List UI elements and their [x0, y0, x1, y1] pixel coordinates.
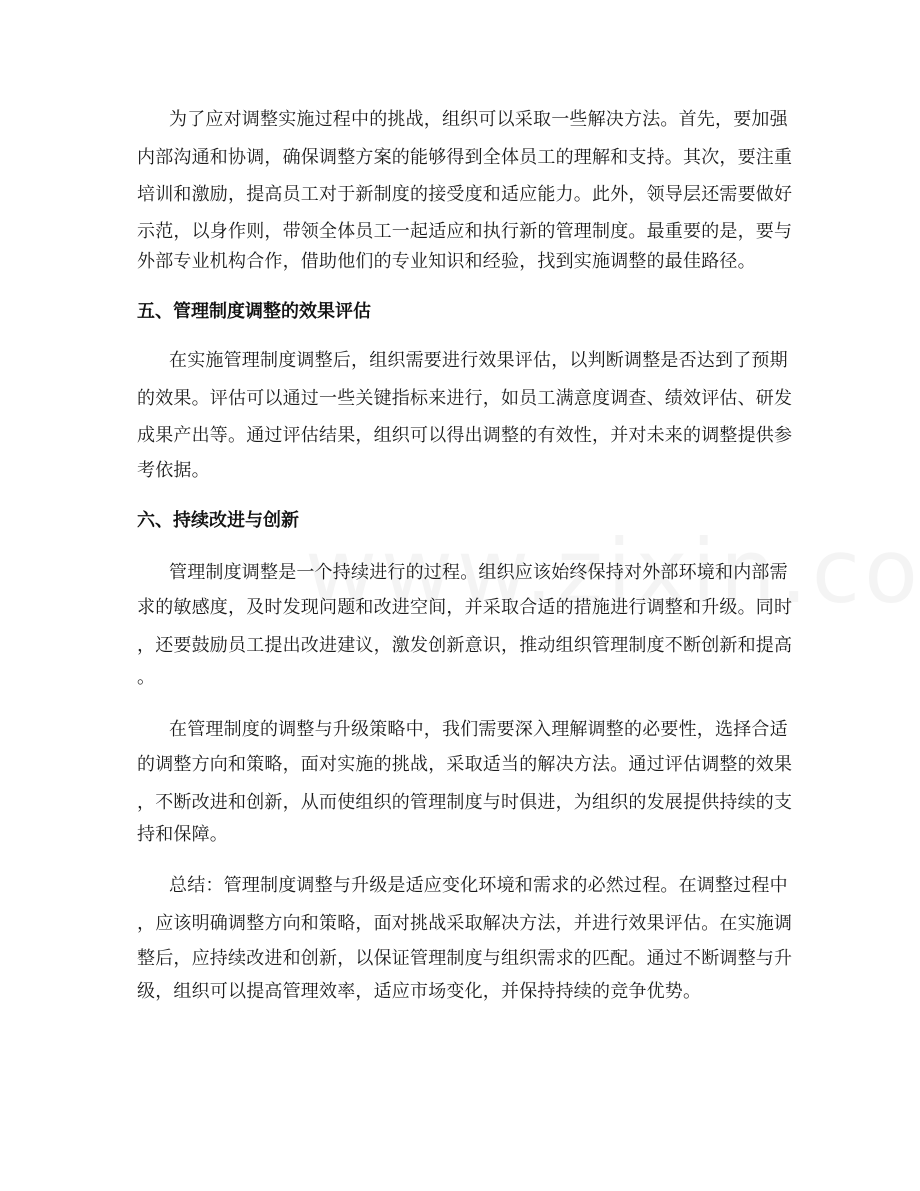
section-heading-effect-evaluation: 五、管理制度调整的效果评估	[137, 301, 371, 322]
paragraph-line: ，应该明确调整方向和策略，面对挑战采取解决方法，并进行效果评估。在实施调	[137, 913, 793, 934]
paragraph-line: 示范，以身作则，带领全体员工一起适应和执行新的管理制度。最重要的是，要与	[137, 221, 793, 242]
paragraph-line: 考依据。	[137, 460, 210, 481]
paragraph-line: 总结：管理制度调整与升级是适应变化环境和需求的必然过程。在调整过程中	[169, 875, 788, 896]
paragraph-line: 整后，应持续改进和创新，以保证管理制度与组织需求的匹配。通过不断调整与升	[137, 948, 793, 969]
section-heading-continuous-improvement: 六、持续改进与创新	[137, 510, 299, 531]
paragraph-line: 管理制度调整是一个持续进行的过程。组织应该始终保持对外部环境和内部需	[169, 562, 788, 583]
paragraph-line: 。	[137, 667, 156, 688]
paragraph-line: 在管理制度的调整与升级策略中，我们需要深入理解调整的必要性，选择合适	[169, 719, 788, 740]
paragraph-line: 在实施管理制度调整后，组织需要进行效果评估，以判断调整是否达到了预期	[169, 350, 788, 371]
paragraph-line: 级，组织可以提高管理效率，适应市场变化，并保持持续的竞争优势。	[137, 981, 702, 1002]
paragraph-line: 为了应对调整实施过程中的挑战，组织可以采取一些解决方法。首先，要加强	[169, 109, 788, 130]
paragraph-line: 求的敏感度，及时发现问题和改进空间，并采取合适的措施进行调整和升级。同时	[137, 597, 793, 618]
paragraph-line: 内部沟通和协调，确保调整方案的能够得到全体员工的理解和支持。其次，要注重	[137, 147, 793, 168]
paragraph-line: 成果产出等。通过评估结果，组织可以得出调整的有效性，并对未来的调整提供参	[137, 425, 793, 446]
paragraph-line: ，还要鼓励员工提出改进建议，激发创新意识，推动组织管理制度不断创新和提高	[137, 635, 793, 656]
paragraph-line: 的调整方向和策略，面对实施的挑战，采取适当的解决方法。通过评估调整的效果	[137, 754, 793, 775]
paragraph-line: 培训和激励，提高员工对于新制度的接受度和适应能力。此外，领导层还需要做好	[137, 184, 793, 205]
paragraph-line: ，不断改进和创新，从而使组织的管理制度与时俱进，为组织的发展提供持续的支	[137, 792, 793, 813]
paragraph-line: 持和保障。	[137, 824, 228, 845]
paragraph-line: 外部专业机构合作，借助他们的专业知识和经验，找到实施调整的最佳路径。	[137, 251, 756, 272]
paragraph-line: 的效果。评估可以通过一些关键指标来进行，如员工满意度调查、绩效评估、研发	[137, 388, 793, 409]
